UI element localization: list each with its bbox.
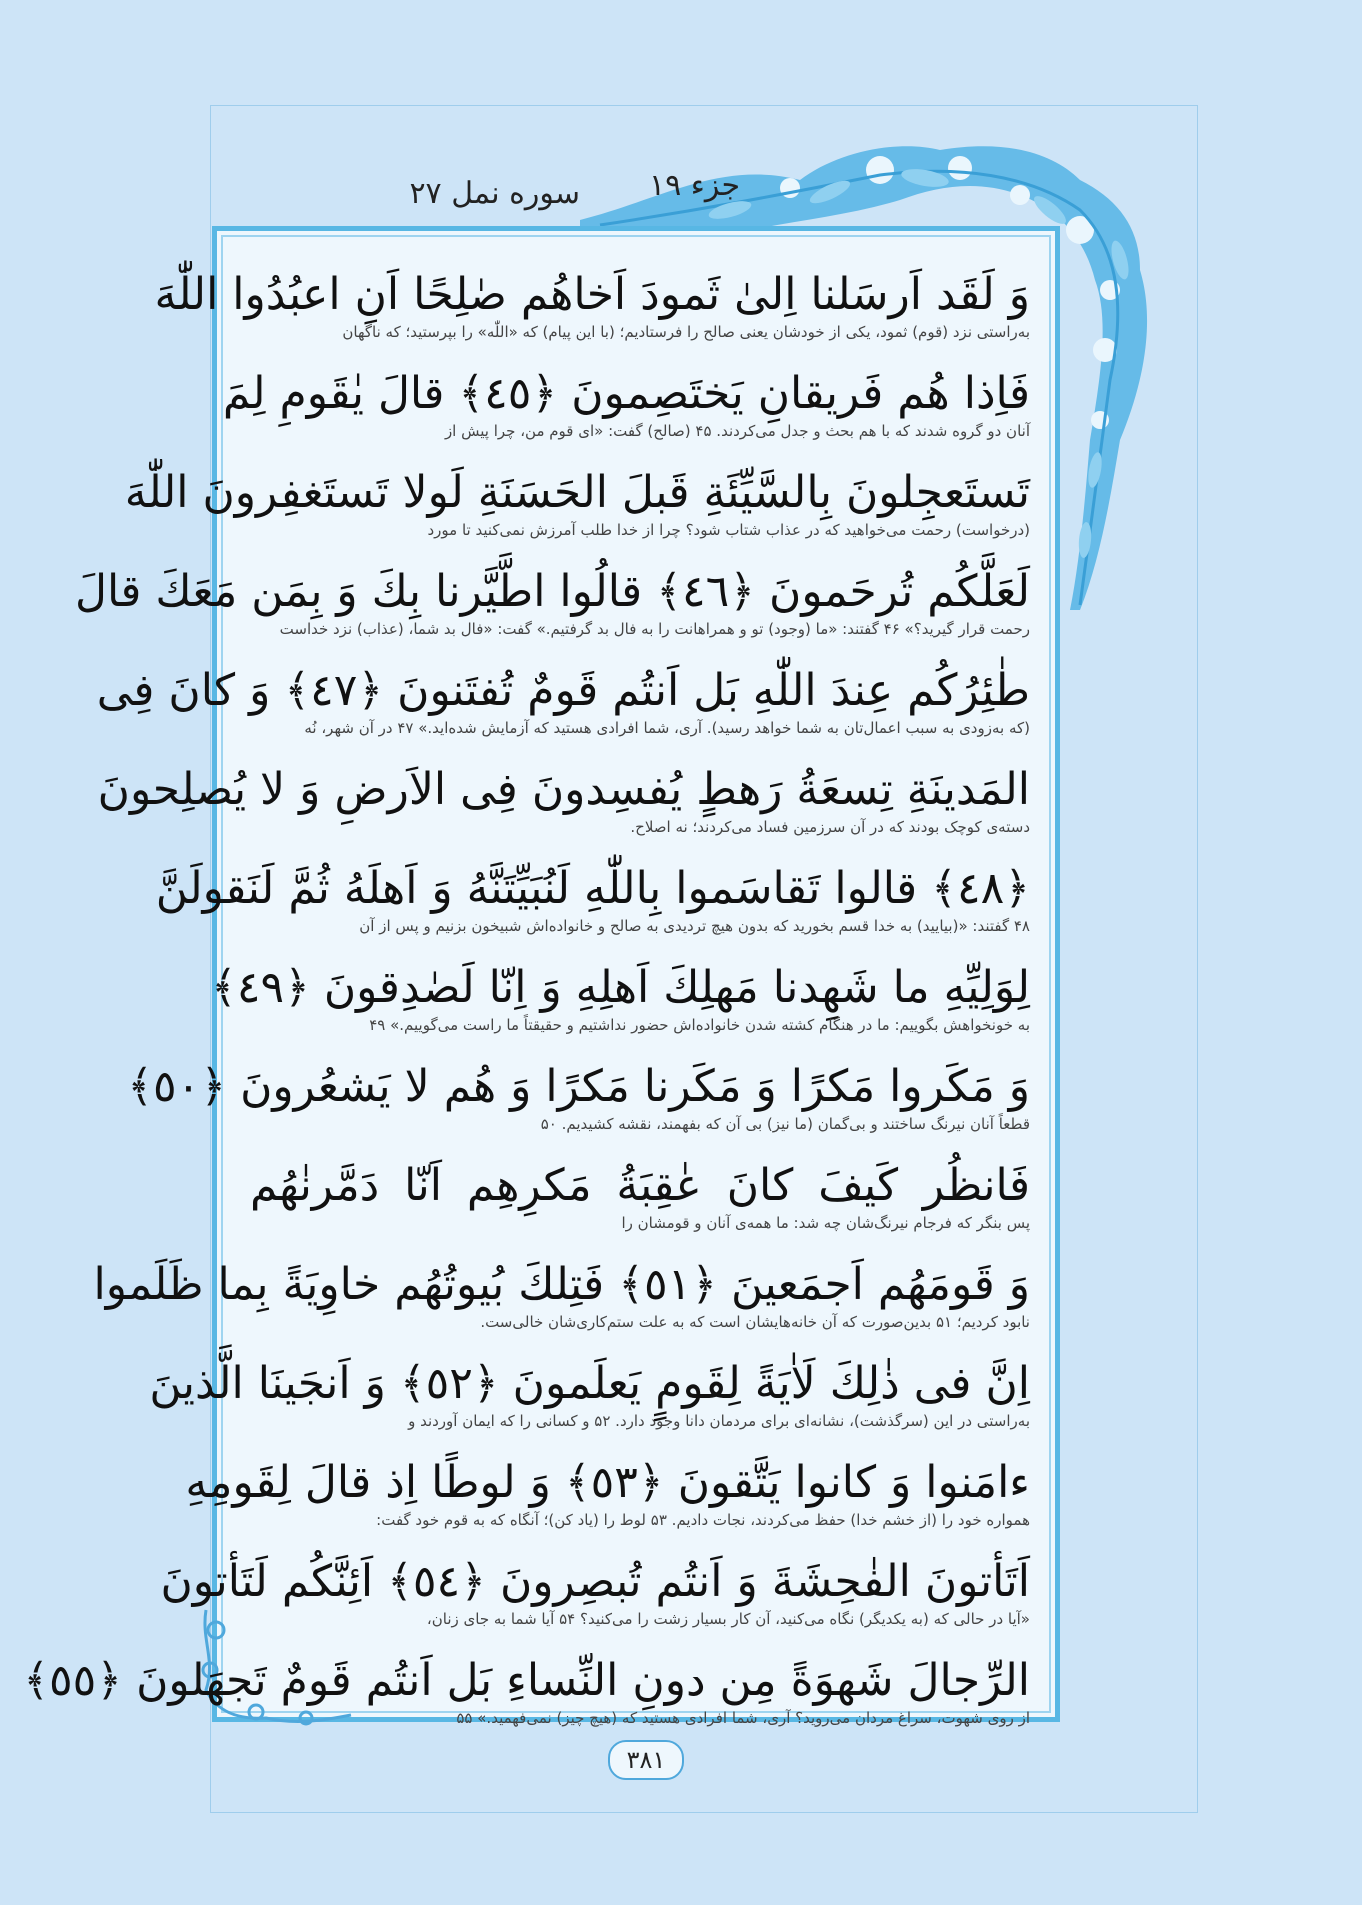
page-header — [380, 168, 740, 218]
verse-lines — [23, 268, 1030, 1753]
verse-line — [222, 367, 1030, 466]
arabic-line: تَستَعجِلونَ بِالسَّيِّئَةِ قَبلَ الحَسَنَةِ لَولا تَستَغفِرونَ اللّٰهَ — [124, 467, 1030, 518]
verse-line — [127, 1060, 1030, 1159]
arabic-line: فَانظُر كَيفَ كانَ عٰقِبَةُ مَكرِهِم اَنّا دَمَّرنٰهُم — [250, 1160, 1030, 1211]
persian-translation: رحمت قرار گیرید؟» ۴۶ گفتند: «ما (وجود) تو و همراهانت را به فال بد گرفتیم.» گفت: «فال بد شما، (عذاب) نزد خداست — [279, 620, 1030, 638]
arabic-line: الرِّجالَ شَهوَةً مِن دونِ النِّساءِ بَل اَنتُم قَومٌ تَجهَلونَ ﴿٥٥﴾ — [23, 1655, 1030, 1706]
verse-line — [96, 664, 1030, 763]
arabic-line: المَدينَةِ تِسعَةُ رَهطٍ يُفسِدونَ فِى الاَرضِ وَ لا يُصلِحونَ — [97, 764, 1030, 815]
verse-line — [93, 1258, 1030, 1357]
verse-line — [211, 961, 1030, 1060]
arabic-line: ءامَنوا وَ كانوا يَتَّقونَ ﴿٥٣﴾ وَ لوطًا اِذ قالَ لِقَومِهِ — [185, 1457, 1030, 1508]
persian-translation: به‌راستی نزد (قوم) ثمود، یکی از خودشان یعنی صالح را فرستادیم؛ (با این پیام) که «اللّٰه» را بپرستید؛ که ناگهان — [342, 323, 1030, 341]
persian-translation: از روی شهوت، سراغ مردان می‌روید؟ آری، شما افرادی هستید که (هیچ چیز) نمی‌فهمید.» ۵۵ — [456, 1709, 1030, 1727]
verse-line — [155, 862, 1030, 961]
arabic-line: اِنَّ فى ذٰلِكَ لَاٰيَةً لِقَومٍ يَعلَمونَ ﴿٥٢﴾ وَ اَنجَينَا الَّذينَ — [149, 1358, 1030, 1409]
verse-line — [97, 763, 1030, 862]
persian-translation: به‌راستی در این (سرگذشت)، نشانه‌ای برای مردمان دانا وجود دارد. ۵۲ و کسانی را که ایمان آوردند و — [408, 1412, 1030, 1430]
verse-line — [160, 1555, 1030, 1654]
arabic-line: لَعَلَّكُم تُرحَمونَ ﴿٤٦﴾ قالُوا اطَّيَّرنا بِكَ وَ بِمَن مَعَكَ قالَ — [75, 566, 1030, 617]
persian-translation: «آیا در حالی که (به یکدیگر) نگاه می‌کنید، آن کار بسیار زشت را می‌کنید؟ ۵۴ آیا شما به جای زنان، — [426, 1610, 1030, 1628]
persian-translation: (که به‌زودی به سبب اعمال‌تان به شما خواهد رسید). آری، شما افرادی هستید که آزمایش شده‌اید.» ۴۷ در آن شهر، نُه — [304, 719, 1030, 737]
arabic-line: لِوَلِيِّهِ ما شَهِدنا مَهلِكَ اَهلِهِ وَ اِنّا لَصٰدِقونَ ﴿٤٩﴾ — [211, 962, 1030, 1013]
persian-translation: پس بنگر که فرجام نیرنگ‌شان چه شد: ما همه‌ی آنان و قومشان را — [621, 1214, 1030, 1232]
arabic-line: وَ قَومَهُم اَجمَعينَ ﴿٥١﴾ فَتِلكَ بُيوتُهُم خاوِيَةً بِما ظَلَموا — [93, 1259, 1030, 1310]
arabic-line: ﴿٤٨﴾ قالوا تَقاسَموا بِاللّٰهِ لَنُبَيِّتَنَّهُ وَ اَهلَهُ ثُمَّ لَنَقولَنَّ — [155, 863, 1030, 914]
persian-translation: به خونخواهش بگوییم: ما در هنگام کشته شدن خانواده‌اش حضور نداشتیم و حقیقتاً ما راست می‌گوییم.» ۴۹ — [369, 1016, 1030, 1034]
verse-line — [185, 1456, 1030, 1555]
surah-label: سوره نمل ۲۷ — [409, 176, 580, 211]
juz-label: جزء ۱۹ — [649, 168, 740, 203]
verse-line — [250, 1159, 1030, 1258]
arabic-line: اَتَأتونَ الفٰحِشَةَ وَ اَنتُم تُبصِرونَ ﴿٥٤﴾ اَئِنَّكُم لَتَأتونَ — [160, 1556, 1030, 1607]
arabic-line: وَ مَكَروا مَكرًا وَ مَكَرنا مَكرًا وَ هُم لا يَشعُرونَ ﴿٥٠﴾ — [127, 1061, 1030, 1112]
verse-line — [154, 268, 1030, 367]
persian-translation: همواره خود را (از خشم خدا) حفظ می‌کردند، نجات دادیم. ۵۳ لوط را (یاد کن)؛ آنگاه که به قوم خود گفت: — [376, 1511, 1030, 1529]
page-number: ۳۸۱ — [608, 1740, 684, 1780]
arabic-line: وَ لَقَد اَرسَلنا اِلىٰ ثَمودَ اَخاهُم صٰلِحًا اَنِ اعبُدُوا اللّٰهَ — [154, 269, 1030, 320]
arabic-line: طٰئِرُكُم عِندَ اللّٰهِ بَل اَنتُم قَومٌ تُفتَنونَ ﴿٤٧﴾ وَ كانَ فِى — [96, 665, 1030, 716]
persian-translation: قطعاً آنان نیرنگ ساختند و بی‌گمان (ما نیز) بی آن که بفهمند، نقشه کشیدیم. ۵۰ — [540, 1115, 1030, 1133]
persian-translation: نابود کردیم؛ ۵۱ بدین‌صورت که آن خانه‌هایشان است که به علت ستم‌کاری‌شان خالی‌ست. — [480, 1313, 1030, 1331]
persian-translation: آنان دو گروه شدند که با هم بحث و جدل می‌کردند. ۴۵ (صالح) گفت: «ای قوم من، چرا پیش از — [444, 422, 1030, 440]
persian-translation: دسته‌ی کوچک بودند که در آن سرزمین فساد می‌کردند؛ نه اصلاح. — [630, 818, 1030, 836]
verse-line — [149, 1357, 1030, 1456]
persian-translation: ۴۸ گفتند: «(بیایید) به خدا قسم بخورید که بدون هیچ تردیدی به صالح و خانواده‌اش شبیخون بزنیم و پس از آن — [359, 917, 1030, 935]
verse-line — [23, 1654, 1030, 1753]
persian-translation: (درخواست) رحمت می‌خواهید که در عذاب شتاب شود؟ چرا از خدا طلب آمرزش نمی‌کنید تا مورد — [427, 521, 1030, 539]
arabic-line: فَاِذا هُم فَريقانِ يَختَصِمونَ ﴿٤٥﴾ قالَ يٰقَومِ لِمَ — [222, 368, 1030, 419]
verse-line — [75, 565, 1030, 664]
verse-line — [124, 466, 1030, 565]
